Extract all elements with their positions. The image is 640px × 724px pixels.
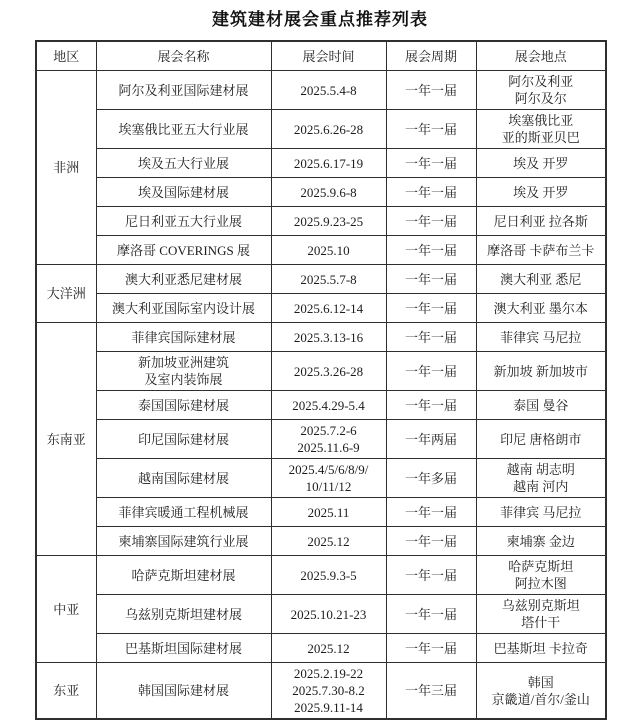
exhibition-location-cell-line: 埃塞俄比亚: [508, 113, 574, 128]
table-row: [36, 498, 606, 527]
exhibition-location-cell-line: 菲律宾 马尼拉: [500, 329, 582, 345]
exhibition-name-cell: [96, 459, 271, 498]
exhibition-location-cell-line: 塔什干: [521, 615, 561, 630]
exhibition-cycle-cell: 一年一届: [386, 110, 476, 149]
table-row: [36, 323, 606, 352]
exhibition-name-cell-line: 埃及国际建材展: [137, 184, 229, 200]
table-row: [36, 110, 606, 149]
exhibition-name-cell-line: 乌兹别克斯坦建材展: [124, 606, 242, 622]
exhibition-time-cell: [271, 663, 386, 720]
exhibition-name-cell-line: 澳大利亚国际室内设计展: [111, 300, 255, 316]
exhibition-cycle-cell: 一年一届: [386, 527, 476, 556]
exhibition-name-cell: [96, 236, 271, 265]
exhibition-name-cell-line: 菲律宾暖通工程机械展: [118, 504, 249, 520]
exhibition-cycle-cell: 一年一届: [386, 556, 476, 595]
exhibition-location-cell: [476, 207, 606, 236]
table-row: [36, 420, 606, 459]
exhibition-cycle-cell: 一年一届: [386, 265, 476, 294]
exhibition-time-cell: [271, 595, 386, 634]
exhibition-cycle-cell: 一年一届: [386, 323, 476, 352]
exhibition-time-cell-line: 2025.5.7-8: [300, 271, 357, 287]
exhibition-name-cell-line: 摩洛哥 COVERINGS 展: [117, 242, 250, 258]
exhibition-location-cell: [476, 294, 606, 323]
table-row: [36, 71, 606, 110]
exhibition-location-cell: [476, 323, 606, 352]
exhibition-location-cell-line: 亚的斯亚贝巴: [501, 130, 580, 145]
exhibition-location-cell-line: 印尼 唐格朗市: [500, 431, 582, 447]
exhibition-location-cell-line: 泰国 曼谷: [513, 397, 569, 413]
table-row: [36, 595, 606, 634]
exhibition-name-cell: [96, 420, 271, 459]
exhibition-location-cell: [476, 391, 606, 420]
table-row: [36, 236, 606, 265]
exhibition-time-cell-line: 2025.6.12-14: [293, 300, 364, 316]
exhibition-name-cell: [96, 527, 271, 556]
header-row: [36, 41, 606, 71]
exhibition-location-cell: [476, 595, 606, 634]
table-row: [36, 556, 606, 595]
exhibition-time-cell: [271, 634, 386, 663]
exhibition-time-cell: [271, 71, 386, 110]
exhibition-location-cell: [476, 420, 606, 459]
exhibition-name-cell-line: 巴基斯坦国际建材展: [124, 640, 242, 656]
exhibition-time-cell: [271, 391, 386, 420]
exhibition-name-cell: [96, 265, 271, 294]
exhibition-location-cell: [476, 236, 606, 265]
exhibition-location-cell: [476, 527, 606, 556]
exhibition-cycle-cell: 一年一届: [386, 498, 476, 527]
exhibition-time-cell: [271, 527, 386, 556]
exhibition-time-cell: [271, 265, 386, 294]
exhibition-cycle-cell: 一年两届: [386, 420, 476, 459]
exhibition-cycle-cell: 一年一届: [386, 149, 476, 178]
exhibition-name-cell: [96, 634, 271, 663]
exhibition-location-cell: [476, 634, 606, 663]
column-header-time: 展会时间: [271, 41, 386, 71]
exhibition-location-cell-line: 摩洛哥 卡萨布兰卡: [487, 242, 595, 258]
table-row: [36, 149, 606, 178]
exhibition-location-cell-line: 越南 胡志明: [506, 462, 575, 477]
exhibition-name-cell-line: 埃及五大行业展: [137, 155, 229, 171]
table-row: [36, 265, 606, 294]
exhibition-time-cell-line: 2025.6.17-19: [293, 155, 364, 171]
exhibition-location-cell: [476, 110, 606, 149]
exhibition-cycle-cell: 一年多届: [386, 459, 476, 498]
exhibition-cycle-cell: 一年一届: [386, 236, 476, 265]
exhibition-location-cell-line: 阿尔及尔: [514, 91, 567, 106]
exhibition-time-cell: [271, 207, 386, 236]
page-title: 建筑建材展会重点推荐列表: [212, 10, 428, 29]
exhibition-name-cell: [96, 556, 271, 595]
exhibition-name-cell: [96, 323, 271, 352]
exhibition-name-cell: [96, 178, 271, 207]
exhibition-time-cell: [271, 498, 386, 527]
exhibition-name-cell-line: 尼日利亚五大行业展: [124, 213, 242, 229]
exhibition-time-cell-line: 2025.9.23-25: [293, 213, 364, 229]
exhibition-name-cell: [96, 498, 271, 527]
exhibition-location-cell: [476, 178, 606, 207]
exhibition-time-cell-line: 2025.3.13-16: [293, 329, 364, 345]
exhibition-time-cell-line: 2025.6.26-28: [293, 121, 364, 137]
table-body: [36, 71, 606, 720]
exhibition-time-cell: [271, 294, 386, 323]
exhibition-time-cell: [271, 236, 386, 265]
table-row: [36, 391, 606, 420]
exhibition-time-cell: [271, 420, 386, 459]
exhibition-cycle-cell: 一年一届: [386, 391, 476, 420]
table-row: [36, 207, 606, 236]
exhibition-cycle-cell: 一年一届: [386, 294, 476, 323]
exhibition-location-cell: [476, 71, 606, 110]
exhibition-name-cell-line: 埃塞俄比亚五大行业展: [118, 121, 249, 137]
exhibition-time-cell: [271, 178, 386, 207]
exhibition-location-cell: [476, 352, 606, 391]
table-row: [36, 294, 606, 323]
exhibition-location-cell-line: 越南 河内: [513, 479, 569, 494]
exhibition-time-cell-line: 2025.10.21-23: [290, 606, 367, 622]
exhibition-time-cell-line: 2025.9.3-5: [300, 567, 357, 583]
exhibition-time-cell-line: 2025.10: [307, 242, 350, 258]
exhibition-time-cell-line: 2025.7.2-6: [300, 423, 357, 438]
region-cell: 非洲: [36, 71, 96, 265]
exhibition-name-cell: [96, 71, 271, 110]
exhibition-time-cell: [271, 110, 386, 149]
exhibition-name-cell-line: 菲律宾国际建材展: [131, 329, 236, 345]
exhibition-location-cell-line: 澳大利亚 墨尔本: [493, 300, 588, 316]
exhibition-time-cell: [271, 149, 386, 178]
exhibition-location-cell-line: 尼日利亚 拉各斯: [493, 213, 588, 229]
exhibition-location-cell-line: 澳大利亚 悉尼: [500, 271, 582, 287]
exhibition-time-cell: [271, 556, 386, 595]
exhibition-name-cell-line: 印尼国际建材展: [137, 431, 229, 447]
column-header-location: 展会地点: [476, 41, 606, 71]
table-row: [36, 634, 606, 663]
exhibition-cycle-cell: 一年一届: [386, 71, 476, 110]
exhibition-cycle-cell: 一年一届: [386, 207, 476, 236]
exhibition-location-cell-line: 埃及 开罗: [513, 184, 569, 200]
exhibition-time-cell-line: 2025.4.29-5.4: [292, 397, 365, 413]
exhibition-name-cell-line: 韩国国际建材展: [137, 683, 229, 698]
column-header-name: 展会名称: [96, 41, 271, 71]
exhibition-location-cell-line: 韩国: [527, 674, 554, 690]
exhibition-time-cell-line: 2025.11: [307, 504, 350, 520]
exhibition-location-cell-line: 菲律宾 马尼拉: [500, 504, 582, 520]
exhibition-time-cell-line: 2025.9.11-14: [294, 700, 363, 715]
exhibition-location-cell-line: 乌兹别克斯坦: [501, 598, 580, 613]
exhibition-time-cell-line: 2025.2.19-22: [293, 666, 364, 681]
region-cell: 中亚: [36, 556, 96, 663]
region-cell: 东南亚: [36, 323, 96, 556]
exhibition-name-cell: [96, 110, 271, 149]
table-row: [36, 527, 606, 556]
exhibition-name-cell: [96, 595, 271, 634]
exhibition-location-cell-line: 阿尔及利亚: [508, 74, 574, 89]
table-row: [36, 663, 606, 720]
exhibition-name-cell: [96, 149, 271, 178]
exhibition-location-cell-line: 哈萨克斯坦: [508, 559, 574, 574]
exhibition-time-cell-line: 2025.3.26-28: [293, 363, 364, 379]
exhibition-time-cell-line: 2025.12: [307, 533, 350, 549]
exhibition-name-cell: [96, 207, 271, 236]
exhibition-location-cell-line: 京畿道/首尔/釜山: [491, 691, 590, 707]
column-header-region: 地区: [36, 41, 96, 71]
table-row: [36, 459, 606, 498]
exhibition-name-cell-line: 澳大利亚悉尼建材展: [124, 271, 242, 287]
exhibition-location-cell-line: 埃及 开罗: [513, 155, 569, 171]
exhibition-name-cell-line: 柬埔寨国际建筑行业展: [118, 533, 249, 549]
exhibition-time-cell: [271, 352, 386, 391]
exhibition-time-cell: [271, 323, 386, 352]
exhibition-time-cell-line: 2025.11.6-9: [297, 440, 360, 455]
exhibition-name-cell: [96, 391, 271, 420]
exhibition-name-cell-line: 新加坡亚洲建筑: [137, 355, 229, 370]
exhibition-cycle-cell: 一年一届: [386, 352, 476, 391]
exhibition-table: [35, 40, 607, 720]
exhibition-name-cell-line: 泰国国际建材展: [137, 397, 229, 413]
exhibition-time-cell: [271, 459, 386, 498]
table-row: [36, 352, 606, 391]
exhibition-cycle-cell: 一年三届: [386, 663, 476, 720]
exhibition-name-cell-line: 越南国际建材展: [137, 470, 229, 486]
exhibition-cycle-cell: 一年一届: [386, 634, 476, 663]
exhibition-time-cell-line: 2025.4/5/6/8/9/: [288, 462, 369, 477]
table-row: [36, 178, 606, 207]
exhibition-location-cell-line: 柬埔寨 金边: [506, 533, 575, 549]
exhibition-location-cell: [476, 556, 606, 595]
exhibition-location-cell: [476, 459, 606, 498]
exhibition-time-cell-line: 10/11/12: [305, 479, 352, 494]
exhibition-cycle-cell: 一年一届: [386, 178, 476, 207]
exhibition-location-cell: [476, 663, 606, 720]
exhibition-time-cell-line: 2025.9.6-8: [300, 184, 357, 200]
exhibition-location-cell: [476, 149, 606, 178]
exhibition-name-cell-line: 及室内装饰展: [144, 372, 223, 387]
exhibition-name-cell-line: 阿尔及利亚国际建材展: [118, 82, 249, 98]
exhibition-time-cell-line: 2025.7.30-8.2: [292, 683, 365, 698]
exhibition-name-cell: [96, 352, 271, 391]
exhibition-location-cell-line: 阿拉木图: [514, 576, 567, 591]
exhibition-location-cell-line: 巴基斯坦 卡拉奇: [493, 640, 588, 656]
exhibition-time-cell-line: 2025.12: [307, 640, 350, 656]
region-cell: 东亚: [36, 663, 96, 720]
exhibition-location-cell: [476, 498, 606, 527]
exhibition-name-cell: [96, 294, 271, 323]
exhibition-location-cell: [476, 265, 606, 294]
column-header-cycle: 展会周期: [386, 41, 476, 71]
exhibition-time-cell-line: 2025.5.4-8: [300, 82, 357, 98]
region-cell: 大洋洲: [36, 265, 96, 323]
exhibition-location-cell-line: 新加坡 新加坡市: [493, 363, 588, 379]
exhibition-cycle-cell: 一年一届: [386, 595, 476, 634]
exhibition-name-cell-line: 哈萨克斯坦建材展: [131, 567, 236, 583]
exhibition-name-cell: [96, 663, 271, 720]
